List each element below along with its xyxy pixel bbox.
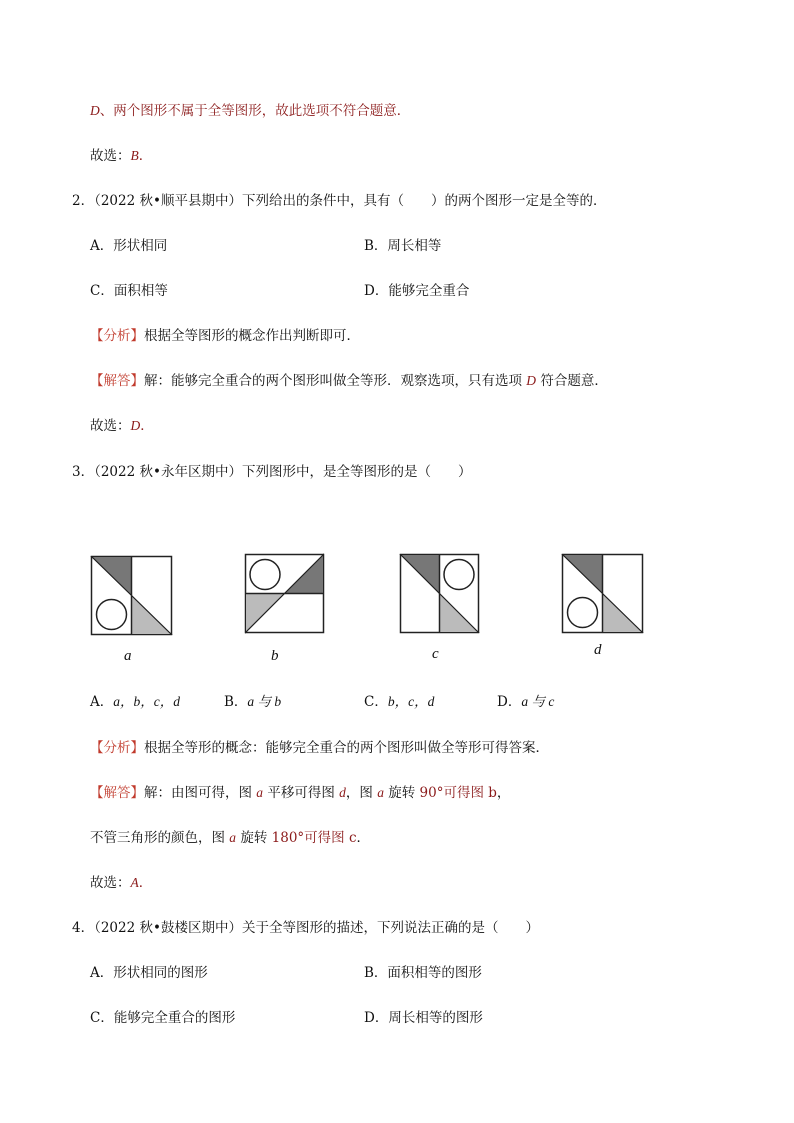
q2-solution-text-2: 符合题意． (536, 373, 608, 389)
q3-sol2-t2: 旋转 (236, 830, 272, 846)
figure-c (399, 553, 481, 635)
q3-stem: 3．（2022 秋•永年区期中）下列图形中，是全等图形的是（ ） (72, 464, 472, 480)
q3-option-c (364, 693, 434, 711)
q3-option-a (90, 693, 180, 711)
q3-option-c-value: b，c，d (387, 694, 435, 709)
q3-sol1-t1: 解：由图可得，图 (144, 785, 257, 801)
q4-option-a: A．形状相同的图形 (90, 965, 208, 981)
q2-answer-label: 故选： (90, 418, 131, 434)
figure-a (90, 555, 174, 637)
figure-d-label: d (594, 642, 602, 658)
q3-solution-line-1 (90, 784, 510, 802)
q3-answer-label: 故选： (90, 875, 131, 891)
q3-option-d-value: a 与 c (521, 694, 555, 709)
figure-b-label: b (271, 648, 279, 664)
q3-analysis-tag: 【分析】 (90, 740, 144, 756)
q3-option-b-value: a 与 b (247, 694, 282, 709)
q3-option-c-prefix: C． (364, 694, 388, 710)
q3-sol2-v2: 180°可得图 c (271, 830, 357, 846)
q2-answer-end: ． (140, 418, 154, 434)
q3-answer-value: A (130, 875, 139, 890)
q3-analysis (90, 739, 549, 757)
q3-sol2-v1: a (229, 830, 237, 845)
q3-sol1-t4: 旋转 (383, 785, 420, 801)
q2-option-a: A．形状相同 (90, 238, 168, 254)
q2-answer (90, 417, 154, 435)
q2-analysis (90, 327, 360, 345)
figure-b (244, 553, 326, 635)
q3-solution-line-2 (90, 829, 370, 847)
q1-option-d-text: 、两个图形不属于全等图形，故此选项不符合题意． (99, 103, 411, 119)
q3-option-b (224, 693, 281, 711)
q1-answer-label: 故选： (90, 148, 131, 164)
q1-answer-end: ． (138, 148, 153, 164)
q3-analysis-text: 根据全等形的概念：能够完全重合的两个图形叫做全等形可得答案． (144, 740, 549, 756)
q3-option-a-prefix: A． (90, 694, 114, 710)
q4-option-b: B．面积相等的图形 (364, 965, 482, 981)
q2-analysis-tag: 【分析】 (90, 328, 144, 344)
q4-option-d: D．周长相等的图形 (364, 1010, 483, 1026)
q3-sol1-v4: 90°可得图 b (419, 785, 497, 801)
q1-answer (90, 147, 152, 165)
q3-option-d (497, 693, 554, 711)
q3-option-d-prefix: D． (497, 694, 522, 710)
q2-solution (90, 372, 608, 390)
q1-answer-value: B (130, 148, 139, 163)
q4-stem: 4．（2022 秋•鼓楼区期中）关于全等图形的描述，下列说法正确的是（ ） (72, 920, 539, 936)
q3-option-a-value: a，b，c，d (113, 694, 180, 709)
q1-option-d-conclusion (90, 102, 410, 120)
q3-sol1-t2: 平移可得图 (263, 785, 340, 801)
q2-option-b: B．周长相等 (364, 238, 442, 254)
q3-option-b-prefix: B． (224, 694, 248, 710)
q2-solution-text-1: 解：能够完全重合的两个图形叫做全等形．观察选项，只有选项 (144, 373, 527, 389)
q2-option-c: C．面积相等 (90, 283, 168, 299)
q2-solution-tag: 【解答】 (90, 373, 144, 389)
figure-d (561, 553, 645, 635)
q2-option-d: D．能够完全重合 (364, 283, 470, 299)
q3-sol1-t5: ， (496, 785, 511, 801)
q2-analysis-text: 根据全等图形的概念作出判断即可． (144, 328, 360, 344)
q3-answer (90, 874, 152, 892)
q3-sol1-v1: a (256, 785, 264, 800)
q3-sol2-t1: 不管三角形的颜色，图 (90, 830, 230, 846)
q2-stem: 2．（2022 秋•顺平县期中）下列给出的条件中，具有（ ）的两个图形一定是全等的． (72, 193, 607, 209)
q3-sol1-v3: a (377, 785, 384, 800)
q1-option-d-letter: D (90, 103, 100, 118)
q4-option-c: C．能够完全重合的图形 (90, 1010, 236, 1026)
figure-a-label: a (124, 648, 132, 664)
figure-c-label: c (432, 646, 439, 662)
q3-solution-tag: 【解答】 (90, 785, 144, 801)
q3-sol2-t3: ． (356, 830, 371, 846)
q3-sol1-v2: d (339, 785, 346, 800)
q3-sol1-t3: ，图 (345, 785, 378, 801)
q2-answer-value: D (130, 418, 141, 433)
q2-solution-var: D (526, 373, 537, 388)
q3-answer-end: ． (138, 875, 153, 891)
